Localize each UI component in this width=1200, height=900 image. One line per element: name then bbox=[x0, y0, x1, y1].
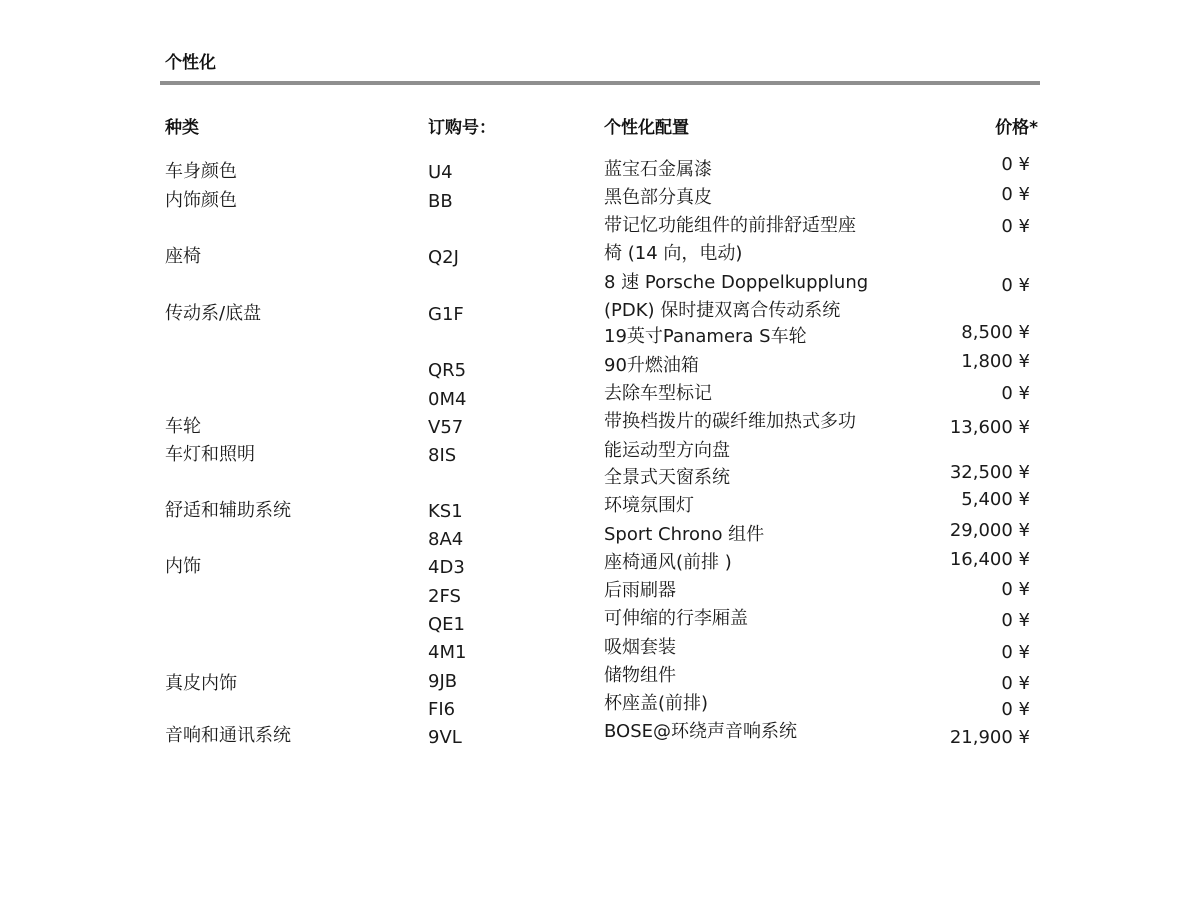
order-code: 8IS bbox=[428, 445, 457, 466]
category-item: 座椅 bbox=[165, 246, 201, 267]
category-item: 车轮 bbox=[165, 416, 201, 437]
config-line: 带记忆功能组件的前排舒适型座 bbox=[604, 215, 856, 236]
price-value: 0 ¥ bbox=[1001, 642, 1030, 663]
price-value: 0 ¥ bbox=[1001, 673, 1030, 694]
order-code: U4 bbox=[428, 162, 453, 183]
category-item: 真皮内饰 bbox=[165, 673, 237, 694]
price-value: 16,400 ¥ bbox=[949, 549, 1030, 570]
header-config: 个性化配置 bbox=[604, 118, 689, 138]
order-code: BB bbox=[428, 191, 453, 212]
category-item: 车身颜色 bbox=[165, 161, 237, 182]
price-value: 0 ¥ bbox=[1001, 699, 1030, 720]
config-line: 蓝宝石金属漆 bbox=[604, 159, 712, 180]
config-line: 环境氛围灯 bbox=[604, 495, 694, 516]
order-code: Q2J bbox=[428, 247, 459, 268]
order-code: FI6 bbox=[428, 699, 456, 720]
config-line: Sport Chrono 组件 bbox=[604, 524, 765, 545]
header-price: 价格* bbox=[995, 118, 1038, 138]
section-title: 个性化 bbox=[165, 53, 216, 73]
price-value: 0 ¥ bbox=[1001, 579, 1030, 600]
price-value: 13,600 ¥ bbox=[949, 417, 1030, 438]
config-line: (PDK) 保时捷双离合传动系统 bbox=[604, 300, 841, 321]
price-value: 0 ¥ bbox=[1001, 154, 1030, 175]
price-value: 0 ¥ bbox=[1001, 216, 1030, 237]
header-order-no: 订购号： bbox=[428, 118, 496, 138]
config-line: 椅 (14 向，电动) bbox=[604, 243, 743, 264]
price-value: 0 ¥ bbox=[1001, 184, 1030, 205]
config-line: 黑色部分真皮 bbox=[604, 187, 712, 208]
order-code: 0M4 bbox=[428, 389, 467, 410]
category-item: 内饰颜色 bbox=[165, 190, 237, 211]
config-line: BOSE@环绕声音响系统 bbox=[604, 721, 797, 742]
config-line: 19英寸Panamera S车轮 bbox=[604, 326, 807, 347]
price-value: 0 ¥ bbox=[1001, 383, 1030, 404]
category-item: 内饰 bbox=[165, 556, 201, 577]
order-code: G1F bbox=[428, 304, 464, 325]
header-category: 种类 bbox=[165, 118, 199, 138]
config-line: 储物组件 bbox=[604, 665, 676, 686]
config-line: 8 速 Porsche Doppelkupplung bbox=[604, 272, 869, 293]
category-item: 舒适和辅助系统 bbox=[165, 500, 291, 521]
config-line: 吸烟套装 bbox=[604, 637, 676, 658]
price-value: 0 ¥ bbox=[1001, 610, 1030, 631]
category-item: 车灯和照明 bbox=[165, 444, 255, 465]
order-code: 9VL bbox=[428, 727, 462, 748]
price-value: 21,900 ¥ bbox=[949, 727, 1030, 748]
config-line: 后雨刷器 bbox=[604, 580, 676, 601]
price-value: 5,400 ¥ bbox=[961, 489, 1030, 510]
price-value: 29,000 ¥ bbox=[949, 520, 1030, 541]
order-code: 4M1 bbox=[428, 642, 467, 663]
price-value: 32,500 ¥ bbox=[949, 462, 1030, 483]
config-line: 可伸缩的行李厢盖 bbox=[604, 608, 748, 629]
order-code: 4D3 bbox=[428, 557, 465, 578]
order-code: 2FS bbox=[428, 586, 461, 607]
config-line: 带换档拨片的碳纤维加热式多功 bbox=[604, 411, 856, 432]
config-line: 座椅通风(前排 ) bbox=[604, 552, 732, 573]
price-value: 0 ¥ bbox=[1001, 275, 1030, 296]
order-code: KS1 bbox=[428, 501, 463, 522]
price-value: 1,800 ¥ bbox=[961, 351, 1030, 372]
config-line: 全景式天窗系统 bbox=[604, 467, 730, 488]
category-item: 音响和通讯系统 bbox=[165, 725, 291, 746]
order-code: V57 bbox=[428, 417, 464, 438]
config-line: 去除车型标记 bbox=[604, 383, 712, 404]
order-code: QE1 bbox=[428, 614, 465, 635]
order-code: QR5 bbox=[428, 360, 467, 381]
config-line: 杯座盖(前排) bbox=[604, 693, 709, 714]
order-code: 8A4 bbox=[428, 529, 464, 550]
config-line: 能运动型方向盘 bbox=[604, 440, 730, 461]
config-line: 90升燃油箱 bbox=[604, 355, 699, 376]
category-item: 传动系/底盘 bbox=[165, 303, 262, 324]
title-divider bbox=[160, 81, 1040, 85]
price-value: 8,500 ¥ bbox=[961, 322, 1030, 343]
order-code: 9JB bbox=[428, 671, 458, 692]
